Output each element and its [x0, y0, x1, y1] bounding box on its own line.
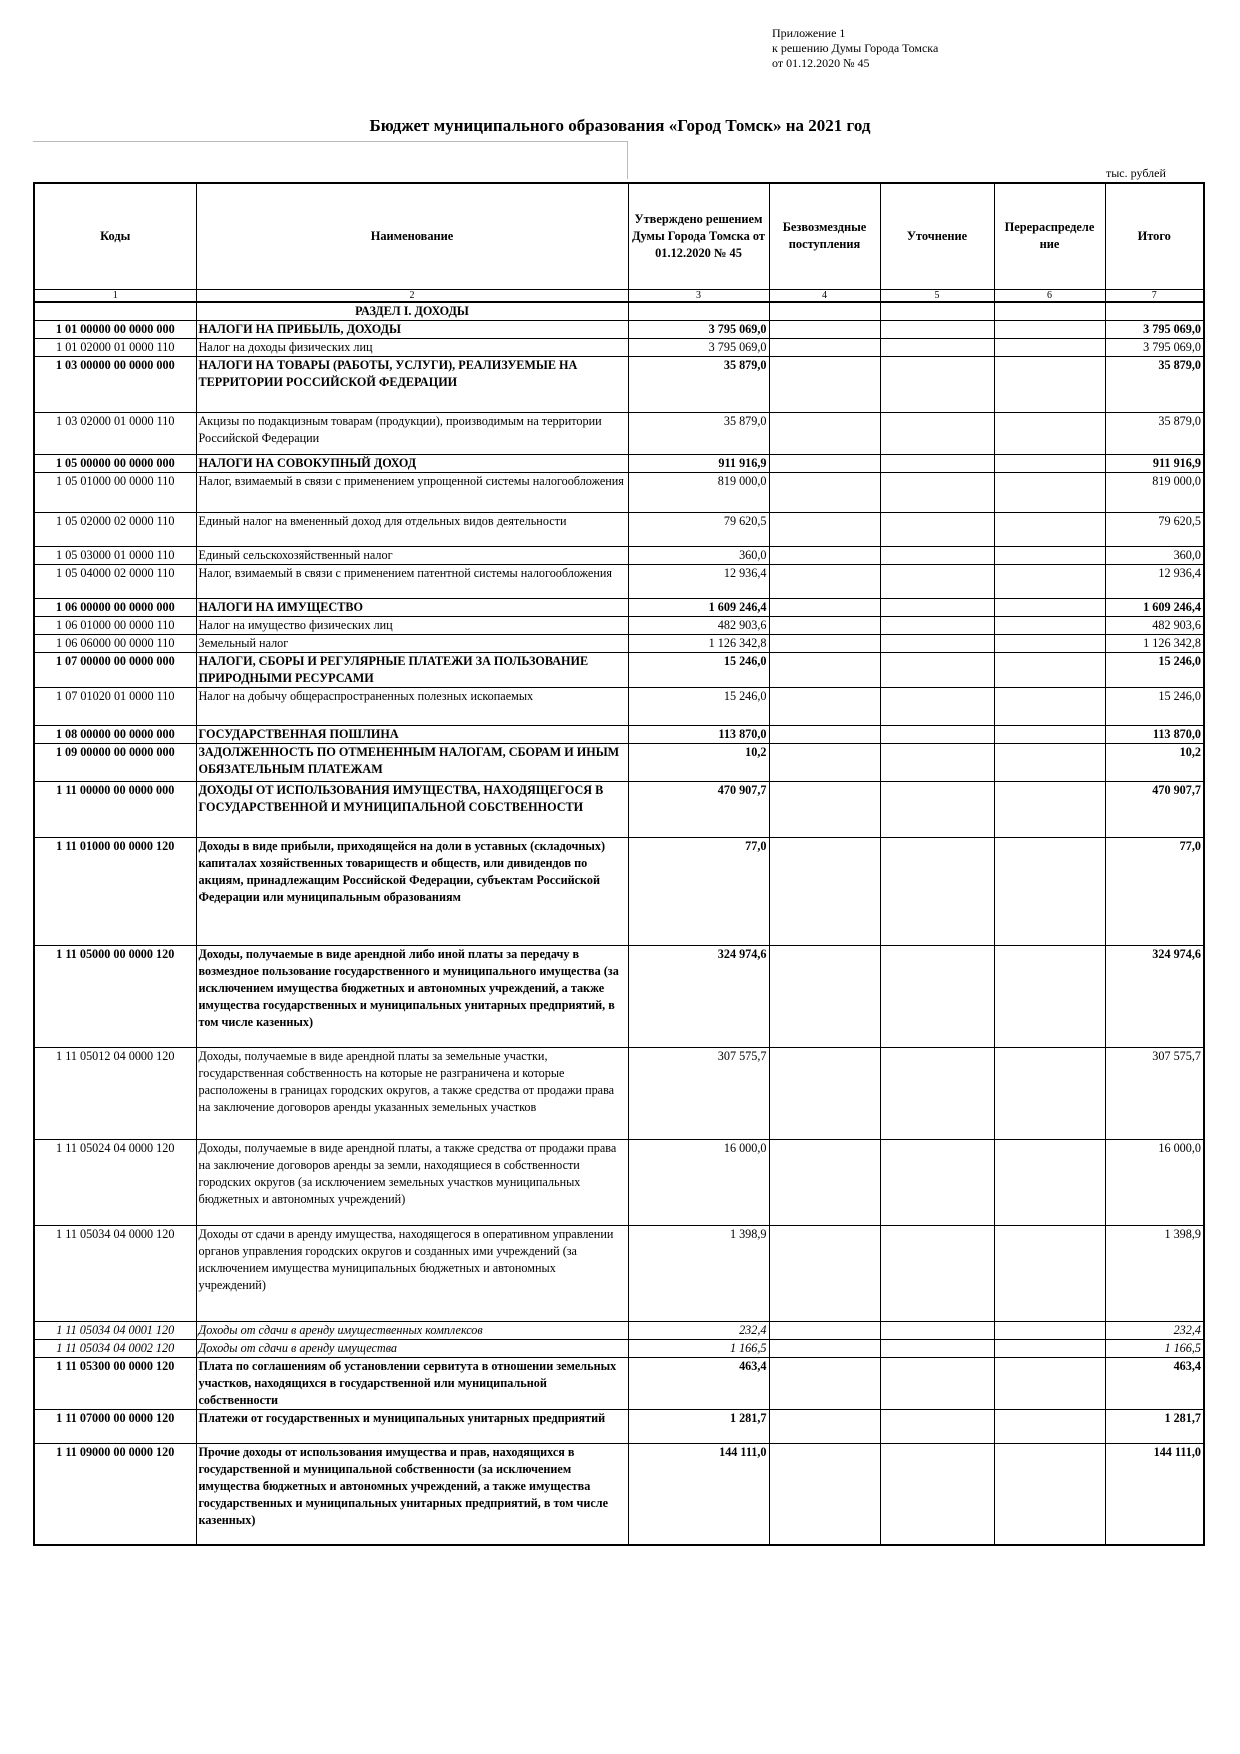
clarification-cell: [880, 837, 994, 945]
clarification-cell: [880, 1357, 994, 1409]
gratuitous-cell: [769, 412, 880, 454]
column-header-gratuitous: Безвозмездные поступления: [769, 183, 880, 289]
redistribution-cell: [994, 1339, 1105, 1357]
redistribution-cell: [994, 687, 1105, 725]
approved-cell: 232,4: [628, 1321, 769, 1339]
approved-cell: 77,0: [628, 837, 769, 945]
redistribution-cell: [994, 1357, 1105, 1409]
redistribution-cell: [994, 1139, 1105, 1225]
name-cell: Платежи от государственных и муниципальных унитарных предприятий: [196, 1409, 628, 1443]
redistribution-cell: [994, 454, 1105, 472]
column-header-total: Итого: [1105, 183, 1204, 289]
divider: [627, 141, 628, 179]
code-cell: 1 11 05024 04 0000 120: [34, 1139, 196, 1225]
table-row: [34, 564, 1204, 598]
approved-cell: 144 111,0: [628, 1443, 769, 1545]
total-cell: 470 907,7: [1105, 781, 1204, 837]
name-cell: Доходы, получаемые в виде арендной платы за земельные участки, государственная собственность на которые не разграничена и которые расположены в границах городских округов, а также средства от продажи права на заключение договоров аренды указанных земельных участков: [196, 1047, 628, 1139]
table-row: [34, 945, 1204, 1047]
code-cell: 1 03 02000 01 0000 110: [34, 412, 196, 454]
clarification-cell: [880, 1443, 994, 1545]
table-row: [34, 1357, 1204, 1409]
approved-cell: 1 281,7: [628, 1409, 769, 1443]
code-cell: 1 11 05034 04 0000 120: [34, 1225, 196, 1321]
redistribution-cell: [994, 1225, 1105, 1321]
code-cell: 1 08 00000 00 0000 000: [34, 725, 196, 743]
column-number: 6: [994, 289, 1105, 302]
clarification-cell: [880, 652, 994, 687]
gratuitous-cell: [769, 1225, 880, 1321]
total-cell: 232,4: [1105, 1321, 1204, 1339]
clarification-cell: [880, 1139, 994, 1225]
name-cell: Налог на доходы физических лиц: [196, 338, 628, 356]
redistribution-cell: [994, 837, 1105, 945]
name-cell: Прочие доходы от использования имущества и прав, находящихся в государственной и муниципальной собственности (за исключением имущества бюджетных и автономных учреждений, а также имущества государственных и муниципальных унитарных предприятий, в том числе казенных): [196, 1443, 628, 1545]
redistribution-cell: [994, 725, 1105, 743]
total-cell: [1105, 302, 1204, 321]
gratuitous-cell: [769, 1321, 880, 1339]
total-cell: 77,0: [1105, 837, 1204, 945]
redistribution-cell: [994, 945, 1105, 1047]
table-row: [34, 634, 1204, 652]
name-cell: ЗАДОЛЖЕННОСТЬ ПО ОТМЕНЕННЫМ НАЛОГАМ, СБОРАМ И ИНЫМ ОБЯЗАТЕЛЬНЫМ ПЛАТЕЖАМ: [196, 743, 628, 781]
total-cell: 12 936,4: [1105, 564, 1204, 598]
table-row: [34, 687, 1204, 725]
redistribution-cell: [994, 512, 1105, 546]
approved-cell: 1 126 342,8: [628, 634, 769, 652]
total-cell: 10,2: [1105, 743, 1204, 781]
gratuitous-cell: [769, 512, 880, 546]
name-cell: Земельный налог: [196, 634, 628, 652]
approved-cell: 12 936,4: [628, 564, 769, 598]
name-cell: Доходы, получаемые в виде арендной либо иной платы за передачу в возмездное пользование государственного и муниципального имущества (за исключением имущества бюджетных и автономных учреждений, а также имущества государственных и муниципальных унитарных предприятий, в том числе казенных): [196, 945, 628, 1047]
table-row: [34, 512, 1204, 546]
name-cell: Налог на добычу общераспространенных полезных ископаемых: [196, 687, 628, 725]
approved-cell: 1 609 246,4: [628, 598, 769, 616]
code-cell: 1 11 09000 00 0000 120: [34, 1443, 196, 1545]
gratuitous-cell: [769, 454, 880, 472]
clarification-cell: [880, 412, 994, 454]
name-cell: Налог на имущество физических лиц: [196, 616, 628, 634]
annex-line: от 01.12.2020 № 45: [772, 56, 870, 70]
clarification-cell: [880, 472, 994, 512]
code-cell: 1 11 01000 00 0000 120: [34, 837, 196, 945]
table-row: [34, 1225, 1204, 1321]
name-cell: НАЛОГИ НА ПРИБЫЛЬ, ДОХОДЫ: [196, 320, 628, 338]
column-header-redistribution: Перераспределе ние: [994, 183, 1105, 289]
divider: [33, 141, 628, 142]
code-cell: 1 11 05034 04 0002 120: [34, 1339, 196, 1357]
code-cell: 1 05 04000 02 0000 110: [34, 564, 196, 598]
gratuitous-cell: [769, 687, 880, 725]
gratuitous-cell: [769, 652, 880, 687]
gratuitous-cell: [769, 1443, 880, 1545]
column-number: 3: [628, 289, 769, 302]
redistribution-cell: [994, 781, 1105, 837]
column-number: 1: [34, 289, 196, 302]
clarification-cell: [880, 320, 994, 338]
table-row: [34, 725, 1204, 743]
gratuitous-cell: [769, 616, 880, 634]
total-cell: 113 870,0: [1105, 725, 1204, 743]
code-cell: 1 05 01000 00 0000 110: [34, 472, 196, 512]
name-cell: Налог, взимаемый в связи с применением патентной системы налогообложения: [196, 564, 628, 598]
gratuitous-cell: [769, 302, 880, 321]
table-row: [34, 652, 1204, 687]
name-cell: Доходы от сдачи в аренду имущества: [196, 1339, 628, 1357]
clarification-cell: [880, 1225, 994, 1321]
total-cell: 463,4: [1105, 1357, 1204, 1409]
approved-cell: 15 246,0: [628, 687, 769, 725]
name-cell: ГОСУДАРСТВЕННАЯ ПОШЛИНА: [196, 725, 628, 743]
total-cell: 79 620,5: [1105, 512, 1204, 546]
gratuitous-cell: [769, 781, 880, 837]
total-cell: 35 879,0: [1105, 412, 1204, 454]
name-cell: РАЗДЕЛ I. ДОХОДЫ: [196, 302, 628, 321]
clarification-cell: [880, 598, 994, 616]
approved-cell: 1 398,9: [628, 1225, 769, 1321]
total-cell: 324 974,6: [1105, 945, 1204, 1047]
table-row: [34, 1047, 1204, 1139]
approved-cell: 35 879,0: [628, 356, 769, 412]
code-cell: 1 07 01020 01 0000 110: [34, 687, 196, 725]
total-cell: 35 879,0: [1105, 356, 1204, 412]
table-row: [34, 1339, 1204, 1357]
clarification-cell: [880, 512, 994, 546]
name-cell: Доходы в виде прибыли, приходящейся на доли в уставных (складочных) капиталах хозяйственных товариществ и обществ, или дивидендов по акциям, принадлежащим Российской Федерации, субъектам Российской Федерации или муниципальным образованиям: [196, 837, 628, 945]
code-cell: [34, 302, 196, 321]
clarification-cell: [880, 725, 994, 743]
gratuitous-cell: [769, 598, 880, 616]
total-cell: 1 609 246,4: [1105, 598, 1204, 616]
table-row: [34, 1139, 1204, 1225]
gratuitous-cell: [769, 743, 880, 781]
table-row: [34, 837, 1204, 945]
code-cell: 1 11 05012 04 0000 120: [34, 1047, 196, 1139]
table-row: [34, 356, 1204, 412]
approved-cell: 463,4: [628, 1357, 769, 1409]
budget-table: [33, 182, 1205, 1546]
column-header-codes: Коды: [34, 183, 196, 289]
redistribution-cell: [994, 472, 1105, 512]
approved-cell: 79 620,5: [628, 512, 769, 546]
total-cell: 482 903,6: [1105, 616, 1204, 634]
gratuitous-cell: [769, 1139, 880, 1225]
approved-cell: 35 879,0: [628, 412, 769, 454]
approved-cell: 3 795 069,0: [628, 338, 769, 356]
code-cell: 1 07 00000 00 0000 000: [34, 652, 196, 687]
clarification-cell: [880, 1047, 994, 1139]
code-cell: 1 01 00000 00 0000 000: [34, 320, 196, 338]
name-cell: Доходы от сдачи в аренду имущественных комплексов: [196, 1321, 628, 1339]
approved-cell: 15 246,0: [628, 652, 769, 687]
total-cell: 307 575,7: [1105, 1047, 1204, 1139]
code-cell: 1 11 05034 04 0001 120: [34, 1321, 196, 1339]
redistribution-cell: [994, 356, 1105, 412]
table-row: [34, 412, 1204, 454]
clarification-cell: [880, 687, 994, 725]
table-row: [34, 781, 1204, 837]
annex-line: Приложение 1: [772, 26, 846, 40]
clarification-cell: [880, 743, 994, 781]
code-cell: 1 11 05000 00 0000 120: [34, 945, 196, 1047]
name-cell: Доходы, получаемые в виде арендной платы, а также средства от продажи права на заключение договоров аренды за земли, находящиеся в собственности городских округов (за исключением земельных участков муниципальных бюджетных и автономных учреждений): [196, 1139, 628, 1225]
table-row: [34, 616, 1204, 634]
table-row: [34, 338, 1204, 356]
gratuitous-cell: [769, 338, 880, 356]
approved-cell: 113 870,0: [628, 725, 769, 743]
redistribution-cell: [994, 743, 1105, 781]
total-cell: 911 916,9: [1105, 454, 1204, 472]
code-cell: 1 11 07000 00 0000 120: [34, 1409, 196, 1443]
gratuitous-cell: [769, 725, 880, 743]
name-cell: НАЛОГИ НА СОВОКУПНЫЙ ДОХОД: [196, 454, 628, 472]
annex-line: к решению Думы Города Томска: [772, 41, 939, 55]
gratuitous-cell: [769, 356, 880, 412]
column-number: 4: [769, 289, 880, 302]
gratuitous-cell: [769, 945, 880, 1047]
redistribution-cell: [994, 1409, 1105, 1443]
gratuitous-cell: [769, 1357, 880, 1409]
total-cell: 360,0: [1105, 546, 1204, 564]
name-cell: НАЛОГИ НА ТОВАРЫ (РАБОТЫ, УСЛУГИ), РЕАЛИЗУЕМЫЕ НА ТЕРРИТОРИИ РОССИЙСКОЙ ФЕДЕРАЦИИ: [196, 356, 628, 412]
total-cell: 1 126 342,8: [1105, 634, 1204, 652]
code-cell: 1 09 00000 00 0000 000: [34, 743, 196, 781]
code-cell: 1 05 00000 00 0000 000: [34, 454, 196, 472]
approved-cell: 911 916,9: [628, 454, 769, 472]
total-cell: 3 795 069,0: [1105, 338, 1204, 356]
redistribution-cell: [994, 1321, 1105, 1339]
gratuitous-cell: [769, 472, 880, 512]
name-cell: Плата по соглашениям об установлении сервитута в отношении земельных участков, находящихся в государственной или муниципальной собственности: [196, 1357, 628, 1409]
clarification-cell: [880, 338, 994, 356]
name-cell: Акцизы по подакцизным товарам (продукции), производимым на территории Российской Федерации: [196, 412, 628, 454]
clarification-cell: [880, 781, 994, 837]
name-cell: НАЛОГИ НА ИМУЩЕСТВО: [196, 598, 628, 616]
total-cell: 15 246,0: [1105, 687, 1204, 725]
table-row: [34, 302, 1204, 321]
redistribution-cell: [994, 1047, 1105, 1139]
table-body: [34, 302, 1204, 1546]
table-row: [34, 1443, 1204, 1545]
total-cell: 3 795 069,0: [1105, 320, 1204, 338]
column-number-row: [34, 289, 1204, 302]
table-row: [34, 598, 1204, 616]
redistribution-cell: [994, 412, 1105, 454]
column-header-name: Наименование: [196, 183, 628, 289]
code-cell: 1 03 00000 00 0000 000: [34, 356, 196, 412]
clarification-cell: [880, 454, 994, 472]
redistribution-cell: [994, 302, 1105, 321]
approved-cell: 470 907,7: [628, 781, 769, 837]
name-cell: Налог, взимаемый в связи с применением упрощенной системы налогообложения: [196, 472, 628, 512]
code-cell: 1 06 01000 00 0000 110: [34, 616, 196, 634]
code-cell: 1 05 02000 02 0000 110: [34, 512, 196, 546]
name-cell: Доходы от сдачи в аренду имущества, находящегося в оперативном управлении органов управления городских округов и созданных ими учреждений (за исключением имущества муниципальных бюджетных и автономных учреждений): [196, 1225, 628, 1321]
approved-cell: [628, 302, 769, 321]
column-header-approved: Утверждено решением Думы Города Томска от 01.12.2020 № 45: [628, 183, 769, 289]
approved-cell: 324 974,6: [628, 945, 769, 1047]
clarification-cell: [880, 1339, 994, 1357]
code-cell: 1 06 06000 00 0000 110: [34, 634, 196, 652]
table-row: [34, 1321, 1204, 1339]
redistribution-cell: [994, 616, 1105, 634]
table-row: [34, 472, 1204, 512]
column-number: 7: [1105, 289, 1204, 302]
units-label: тыс. рублей: [1106, 166, 1166, 180]
gratuitous-cell: [769, 546, 880, 564]
table-row: [34, 320, 1204, 338]
redistribution-cell: [994, 546, 1105, 564]
gratuitous-cell: [769, 1047, 880, 1139]
code-cell: 1 11 00000 00 0000 000: [34, 781, 196, 837]
clarification-cell: [880, 1321, 994, 1339]
annex-note: [772, 26, 938, 71]
table-row: [34, 1409, 1204, 1443]
column-number: 2: [196, 289, 628, 302]
gratuitous-cell: [769, 1409, 880, 1443]
redistribution-cell: [994, 598, 1105, 616]
approved-cell: 3 795 069,0: [628, 320, 769, 338]
total-cell: 819 000,0: [1105, 472, 1204, 512]
gratuitous-cell: [769, 634, 880, 652]
name-cell: ДОХОДЫ ОТ ИСПОЛЬЗОВАНИЯ ИМУЩЕСТВА, НАХОДЯЩЕГОСЯ В ГОСУДАРСТВЕННОЙ И МУНИЦИПАЛЬНОЙ СОБСТВЕННОСТИ: [196, 781, 628, 837]
total-cell: 1 166,5: [1105, 1339, 1204, 1357]
name-cell: Единый сельскохозяйственный налог: [196, 546, 628, 564]
column-number: 5: [880, 289, 994, 302]
clarification-cell: [880, 564, 994, 598]
table-row: [34, 743, 1204, 781]
table-header-row: [34, 183, 1204, 289]
clarification-cell: [880, 616, 994, 634]
name-cell: Единый налог на вмененный доход для отдельных видов деятельности: [196, 512, 628, 546]
redistribution-cell: [994, 338, 1105, 356]
approved-cell: 1 166,5: [628, 1339, 769, 1357]
approved-cell: 482 903,6: [628, 616, 769, 634]
code-cell: 1 05 03000 01 0000 110: [34, 546, 196, 564]
total-cell: 144 111,0: [1105, 1443, 1204, 1545]
redistribution-cell: [994, 652, 1105, 687]
code-cell: 1 11 05300 00 0000 120: [34, 1357, 196, 1409]
approved-cell: 819 000,0: [628, 472, 769, 512]
code-cell: 1 01 02000 01 0000 110: [34, 338, 196, 356]
approved-cell: 307 575,7: [628, 1047, 769, 1139]
table-row: [34, 546, 1204, 564]
clarification-cell: [880, 356, 994, 412]
redistribution-cell: [994, 320, 1105, 338]
code-cell: 1 06 00000 00 0000 000: [34, 598, 196, 616]
total-cell: 16 000,0: [1105, 1139, 1204, 1225]
approved-cell: 10,2: [628, 743, 769, 781]
total-cell: 15 246,0: [1105, 652, 1204, 687]
clarification-cell: [880, 1409, 994, 1443]
clarification-cell: [880, 634, 994, 652]
redistribution-cell: [994, 1443, 1105, 1545]
clarification-cell: [880, 546, 994, 564]
total-cell: 1 281,7: [1105, 1409, 1204, 1443]
gratuitous-cell: [769, 564, 880, 598]
approved-cell: 360,0: [628, 546, 769, 564]
clarification-cell: [880, 945, 994, 1047]
redistribution-cell: [994, 564, 1105, 598]
redistribution-cell: [994, 634, 1105, 652]
name-cell: НАЛОГИ, СБОРЫ И РЕГУЛЯРНЫЕ ПЛАТЕЖИ ЗА ПОЛЬЗОВАНИЕ ПРИРОДНЫМИ РЕСУРСАМИ: [196, 652, 628, 687]
column-header-clarification: Уточнение: [880, 183, 994, 289]
gratuitous-cell: [769, 320, 880, 338]
gratuitous-cell: [769, 1339, 880, 1357]
gratuitous-cell: [769, 837, 880, 945]
table-row: [34, 454, 1204, 472]
document-title: Бюджет муниципального образования «Город Томск» на 2021 год: [369, 116, 871, 135]
total-cell: 1 398,9: [1105, 1225, 1204, 1321]
clarification-cell: [880, 302, 994, 321]
approved-cell: 16 000,0: [628, 1139, 769, 1225]
